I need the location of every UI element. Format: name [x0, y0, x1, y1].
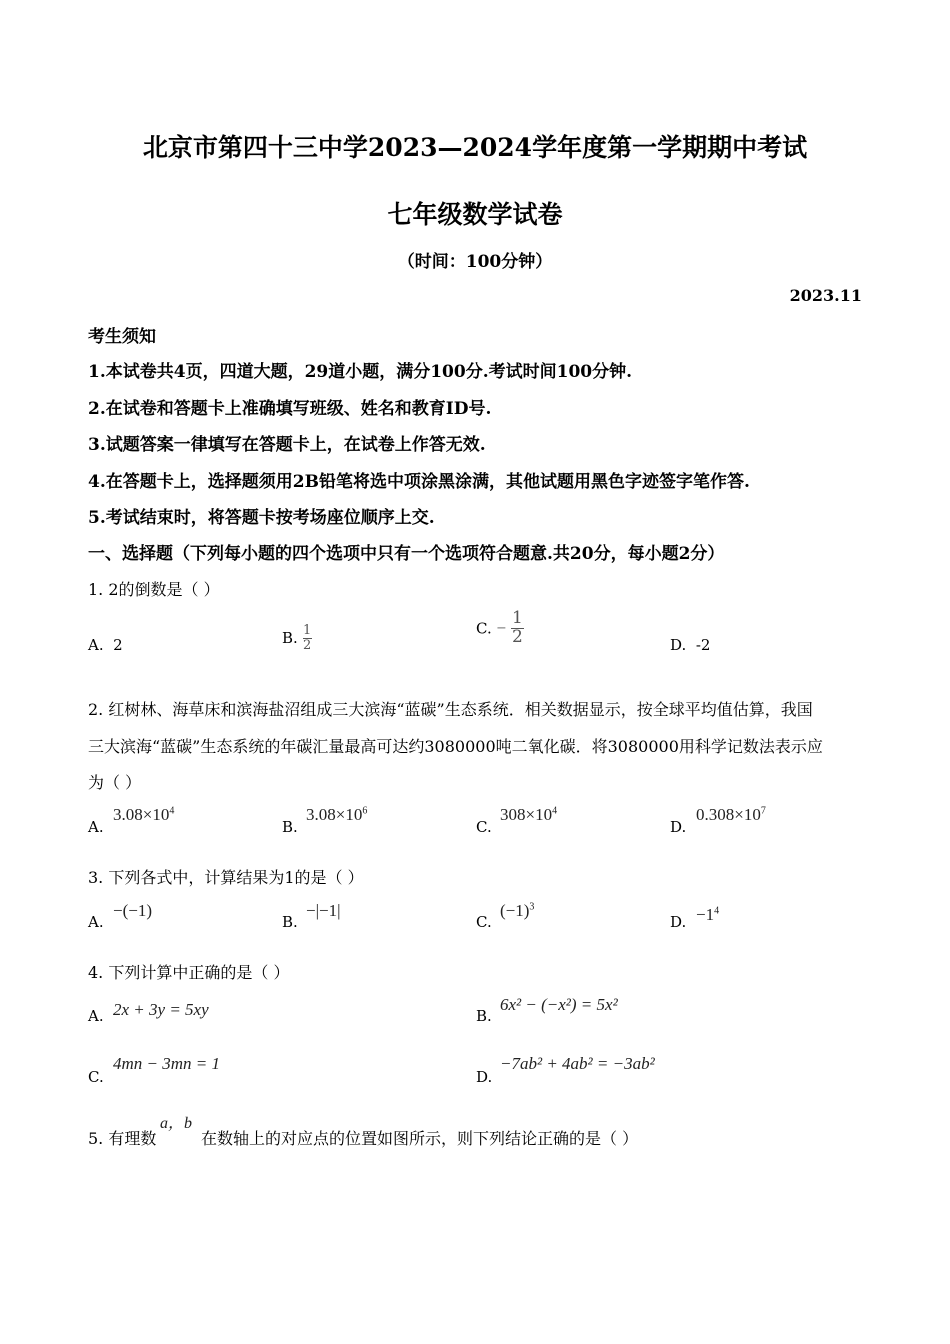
- math-base: 0.308×10: [696, 805, 761, 824]
- question-2-stem-line3: 为（ ）: [88, 773, 142, 792]
- math-exponent: 4: [169, 805, 175, 817]
- math-base: (−1): [500, 901, 530, 920]
- question-4-stem: 4. 下列计算中正确的是（ ）: [88, 963, 290, 982]
- notice-heading: 考生须知: [88, 327, 156, 347]
- q2-option-d: [696, 805, 766, 825]
- notice-item: 1.本试卷共4页，四道大题，29道小题，满分100分.考试时间100分钟.: [88, 362, 633, 382]
- option-label: A.: [88, 636, 104, 654]
- minus-sign: −: [496, 618, 507, 638]
- option-label: B.: [282, 629, 298, 648]
- math-exponent: 7: [760, 805, 766, 817]
- q3-option-a-label: A.: [88, 913, 104, 931]
- q2-option-a-label: A.: [88, 818, 104, 836]
- q4-option-b-label: B.: [476, 1007, 492, 1025]
- q3-option-d-label: D.: [670, 913, 687, 931]
- denominator: 2: [302, 637, 312, 653]
- notice-item: 2.在试卷和答题卡上准确填写班级、姓名和教育ID号.: [88, 399, 492, 419]
- q2-option-d-label: D.: [670, 818, 687, 836]
- option-label: D.: [670, 636, 687, 654]
- q3-option-b-label: B.: [282, 913, 298, 931]
- q1-option-d: [670, 636, 710, 654]
- q3-option-d: [696, 905, 719, 925]
- math-exponent: 3: [529, 901, 535, 913]
- option-value: -2: [695, 636, 711, 654]
- math-base: 308×10: [500, 805, 553, 824]
- q4-option-a: 2x + 3y = 5xy: [113, 1000, 209, 1019]
- question-2-stem-line1: 2. 红树林、海草床和滨海盐沼组成三大滨海“蓝碳”生态系统．相关数据显示，按全球平均值估算，我国: [88, 700, 813, 719]
- q2-option-a: [113, 805, 174, 825]
- q4-option-c: 4mn − 3mn = 1: [113, 1054, 220, 1073]
- question-5-prefix: 5. 有理数: [88, 1129, 157, 1148]
- q3-option-a: −(−1): [113, 901, 152, 920]
- q3-option-b: −|−1|: [306, 901, 341, 920]
- fraction: [303, 624, 312, 652]
- q4-option-b: 6x² − (−x²) = 5x²: [500, 995, 618, 1014]
- math-base: 3.08×10: [306, 805, 363, 824]
- option-label: C.: [476, 619, 492, 638]
- q1-option-a: [88, 636, 123, 654]
- q1-option-b: [282, 624, 312, 652]
- question-1-stem: 1. 2的倒数是（ ）: [88, 580, 220, 599]
- q3-option-c-label: C.: [476, 913, 492, 931]
- notice-item: 3.试题答案一律填写在答题卡上，在试卷上作答无效.: [88, 435, 486, 455]
- question-5-vars: a，b: [160, 1115, 193, 1132]
- question-3-stem: 3. 下列各式中，计算结果为1的是（ ）: [88, 868, 364, 887]
- exam-date: 2023.11: [789, 286, 862, 305]
- q1-option-c: [476, 610, 524, 647]
- q3-option-c: [500, 901, 534, 921]
- q4-option-c-label: C.: [88, 1068, 104, 1086]
- math-base: 3.08×10: [113, 805, 170, 824]
- math-exponent: 6: [362, 805, 368, 817]
- math-base: −1: [696, 905, 715, 924]
- question-5-stem: 在数轴上的对应点的位置如图所示，则下列结论正确的是（ ）: [201, 1129, 639, 1148]
- notice-item: 4.在答题卡上，选择题须用2B铅笔将选中项涂黑涂满，其他试题用黑色字迹签字笔作答.: [88, 472, 750, 492]
- option-value: 2: [113, 636, 123, 654]
- q4-option-d-label: D.: [476, 1068, 493, 1086]
- numerator: 1: [302, 623, 312, 638]
- fraction: [511, 610, 524, 647]
- exam-duration: （时间：100分钟）: [397, 252, 553, 272]
- q2-option-c-label: C.: [476, 818, 492, 836]
- notice-item: 5.考试结束时，将答题卡按考场座位顺序上交.: [88, 508, 435, 528]
- q4-option-d: −7ab² + 4ab² = −3ab²: [500, 1054, 655, 1073]
- exam-subtitle: 七年级数学试卷: [387, 200, 563, 229]
- exam-title: 北京市第四十三中学2023—2024学年度第一学期期中考试: [142, 133, 808, 162]
- section-heading: 一、选择题（下列每小题的四个选项中只有一个选项符合题意.共20分，每小题2分）: [88, 544, 725, 564]
- q2-option-c: [500, 805, 557, 825]
- denominator: 2: [511, 626, 523, 647]
- numerator: 1: [511, 608, 523, 628]
- math-exponent: 4: [552, 805, 558, 817]
- math-exponent: 4: [714, 905, 720, 917]
- q4-option-a-label: A.: [88, 1007, 104, 1025]
- q2-option-b-label: B.: [282, 818, 298, 836]
- question-2-stem-line2: 三大滨海“蓝碳”生态系统的年碳汇量最高可达约3080000吨二氧化碳．将3080000用科学记数法表示应: [88, 737, 823, 756]
- q2-option-b: [306, 805, 367, 825]
